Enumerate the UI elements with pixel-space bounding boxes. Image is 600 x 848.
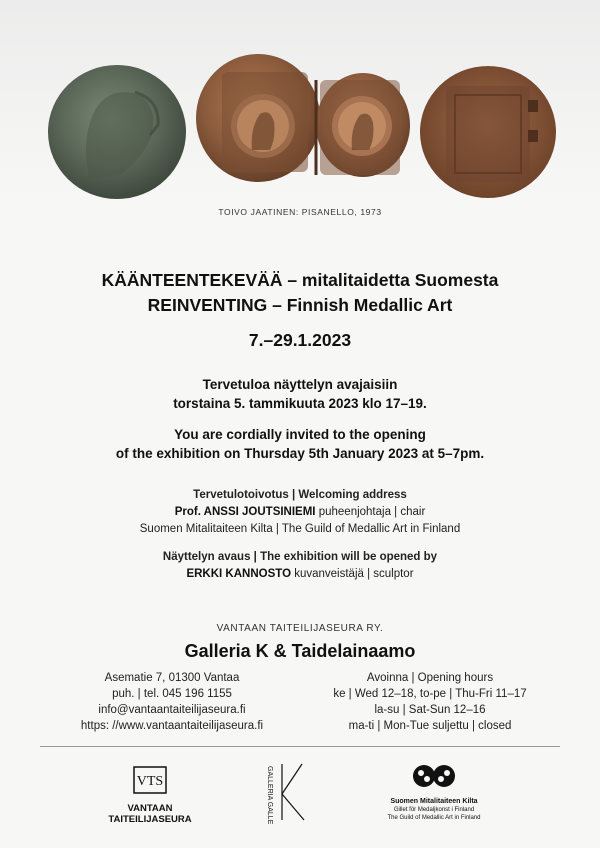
welcome-speaker-role: puheenjohtaja | chair bbox=[315, 506, 426, 518]
vts-mark-text: VTS bbox=[136, 774, 164, 789]
title-finnish: KÄÄNTEENTEKEVÄÄ – mitalitaidetta Suomesta bbox=[101, 270, 499, 290]
contact-phone: puh. | tel. 045 196 1155 bbox=[112, 688, 232, 700]
contact-address: Asematie 7, 01300 Vantaa bbox=[104, 672, 240, 684]
opening-speaker bbox=[0, 566, 600, 583]
organizer-name: VANTAAN TAITEILIJASEURA RY. bbox=[216, 623, 384, 634]
guild-logo-line2: Gillet för Medaljkonst i Finland bbox=[393, 807, 475, 813]
invite-english-line2: of the exhibition on Thursday 5th January 2023 at 5–7pm. bbox=[115, 446, 485, 461]
galleria-k-logo bbox=[258, 762, 318, 824]
medal-box-open bbox=[196, 54, 410, 182]
invite-english-line1: You are cordially invited to the opening bbox=[174, 427, 426, 442]
galleria-vertical-text: GALLERIA GALLERI bbox=[266, 766, 273, 824]
opening-hours-block bbox=[300, 670, 560, 734]
hours-line2: la-su | Sat-Sun 12–16 bbox=[374, 704, 486, 716]
welcome-organization: Suomen Mitalitaiteen Kilta | The Guild of Medallic Art in Finland bbox=[139, 523, 461, 535]
opening-heading: Näyttelyn avaus | The exhibition will be opened by bbox=[162, 551, 438, 563]
contact-website[interactable]: https: //www.vantaantaiteilijaseura.fi bbox=[80, 720, 264, 732]
hours-line3: ma-ti | Mon-Tue suljettu | closed bbox=[348, 720, 512, 732]
photo-caption: TOIVO JAATINEN: PISANELLO, 1973 bbox=[218, 207, 382, 217]
contact-block bbox=[42, 670, 302, 734]
welcome-speaker-name: Prof. ANSSI JOUTSINIEMI bbox=[174, 506, 316, 518]
vts-logo-mark bbox=[133, 766, 167, 794]
medal-portrait-left bbox=[48, 65, 186, 199]
vts-logo-line1: VANTAAN bbox=[127, 803, 173, 814]
opening-speaker-name: ERKKI KANNOSTO bbox=[186, 568, 292, 580]
guild-logo-line3: The Guild of Medallic Art in Finland bbox=[387, 815, 481, 821]
welcome-heading: Tervetulotoivotus | Welcoming address bbox=[193, 489, 407, 501]
invite-finnish-line2: torstaina 5. tammikuuta 2023 klo 17–19. bbox=[173, 396, 427, 411]
footer-divider bbox=[40, 746, 560, 747]
opening-speaker-role: kuvanveistäjä | sculptor bbox=[291, 568, 414, 580]
welcome-speaker bbox=[0, 504, 600, 521]
guild-logo-mark bbox=[412, 764, 456, 788]
guild-logo-line1: Suomen Mitalitaiteen Kilta bbox=[390, 798, 478, 805]
medal-box-closed bbox=[420, 66, 556, 198]
invite-finnish-line1: Tervetuloa näyttelyn avajaisiin bbox=[202, 377, 398, 392]
medal-photo bbox=[0, 0, 600, 200]
contact-email[interactable]: info@vantaantaiteilijaseura.fi bbox=[98, 704, 246, 716]
exhibition-dates: 7.–29.1.2023 bbox=[248, 330, 352, 350]
hours-heading: Avoinna | Opening hours bbox=[366, 672, 494, 684]
gallery-name: Galleria K & Taidelainaamo bbox=[184, 641, 416, 661]
guild-logo bbox=[372, 764, 496, 822]
vts-logo-line2: TAITEILIJASEURA bbox=[108, 814, 192, 825]
title-english: REINVENTING – Finnish Medallic Art bbox=[147, 295, 453, 315]
vts-logo bbox=[95, 766, 205, 825]
hours-line1: ke | Wed 12–18, to-pe | Thu-Fri 11–17 bbox=[333, 688, 527, 700]
